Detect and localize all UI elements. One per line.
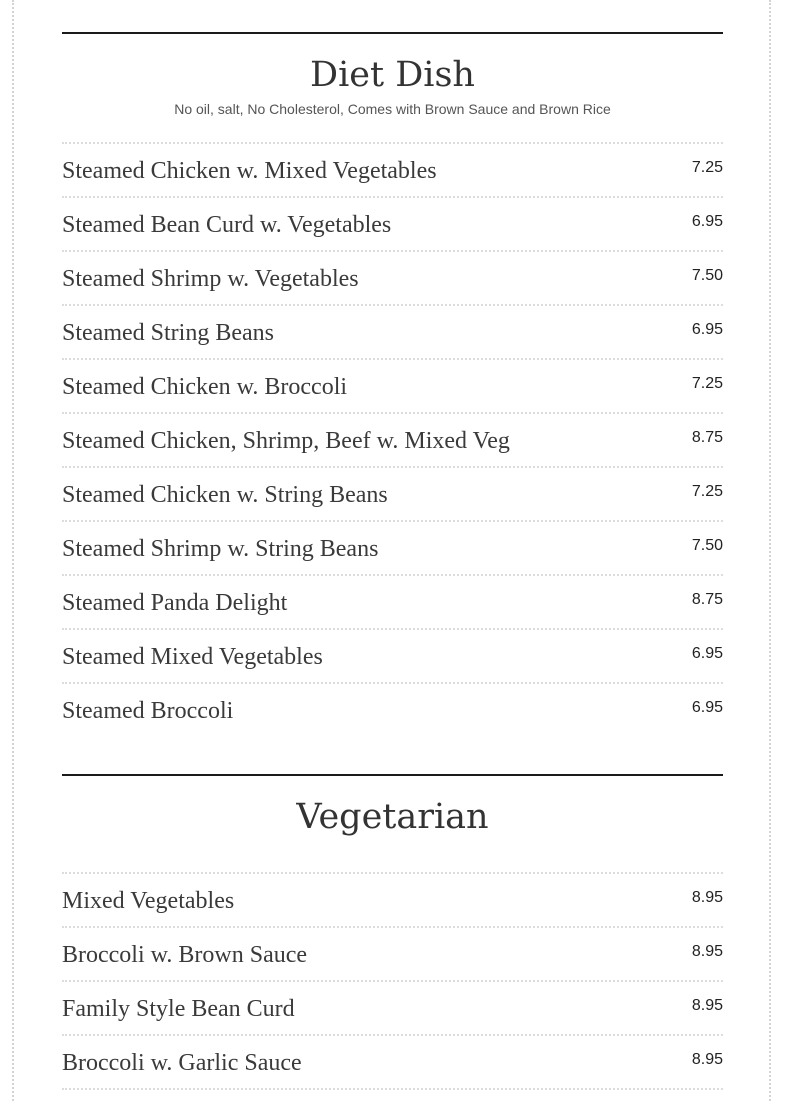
menu-item-list: [62, 872, 723, 1090]
menu-item-name: Steamed Shrimp w. Vegetables: [62, 266, 359, 292]
section-title: Vegetarian: [296, 797, 489, 837]
menu-section-diet-dish: [62, 32, 723, 740]
menu-item-name: Steamed Panda Delight: [62, 590, 288, 616]
menu-item-name: Family Style Bean Curd: [62, 996, 295, 1022]
menu-item-name: Broccoli w. Brown Sauce: [62, 942, 308, 968]
menu-item-price: 8.95: [691, 1051, 723, 1068]
menu-item-list: [62, 142, 723, 740]
menu-item: [62, 982, 723, 1036]
menu-item-price: 6.95: [691, 321, 723, 338]
menu-item: [62, 874, 723, 928]
menu-item: [62, 1036, 723, 1090]
menu-item: [62, 144, 723, 198]
menu-item-price: 8.95: [691, 943, 723, 960]
menu-item-price: 7.50: [691, 537, 723, 554]
menu-item-name: Mixed Vegetables: [62, 888, 235, 914]
menu-content: [62, 0, 723, 1090]
menu-item: [62, 630, 723, 684]
menu-item-name: Steamed Mixed Vegetables: [62, 644, 323, 670]
menu-item: [62, 522, 723, 576]
menu-item-price: 8.75: [691, 429, 723, 446]
menu-item: [62, 468, 723, 522]
menu-item-name: Steamed Broccoli: [62, 698, 234, 724]
menu-section-vegetarian: [62, 774, 723, 1090]
menu-item-name: Steamed Chicken w. Mixed Vegetables: [62, 158, 437, 184]
menu-item-price: 7.25: [691, 483, 723, 500]
menu-item-price: 8.95: [691, 997, 723, 1014]
menu-item-price: 6.95: [691, 213, 723, 230]
menu-item-price: 7.25: [691, 375, 723, 392]
menu-item: [62, 360, 723, 414]
menu-item-price: 8.95: [691, 889, 723, 906]
menu-item: [62, 928, 723, 982]
menu-item-name: Steamed Chicken w. Broccoli: [62, 374, 348, 400]
menu-item-name: Steamed Bean Curd w. Vegetables: [62, 212, 392, 238]
menu-item: [62, 198, 723, 252]
menu-item: [62, 414, 723, 468]
section-title: Diet Dish: [310, 55, 475, 95]
menu-item-price: 6.95: [691, 645, 723, 662]
menu-item-name: Steamed String Beans: [62, 320, 274, 346]
section-subtitle: No oil, salt, No Cholesterol, Comes with Brown Sauce and Brown Rice: [174, 101, 611, 117]
menu-item: [62, 576, 723, 630]
menu-item-name: Steamed Chicken w. String Beans: [62, 482, 388, 508]
menu-item-price: 6.95: [691, 699, 723, 716]
menu-item-name: Broccoli w. Garlic Sauce: [62, 1050, 302, 1076]
menu-item-price: 8.75: [691, 591, 723, 608]
menu-item: [62, 684, 723, 740]
menu-item-price: 7.25: [691, 159, 723, 176]
menu-item-name: Steamed Shrimp w. String Beans: [62, 536, 379, 562]
menu-item-price: 7.50: [691, 267, 723, 284]
menu-item: [62, 306, 723, 360]
menu-item-name: Steamed Chicken, Shrimp, Beef w. Mixed Veg: [62, 428, 510, 454]
menu-item: [62, 252, 723, 306]
